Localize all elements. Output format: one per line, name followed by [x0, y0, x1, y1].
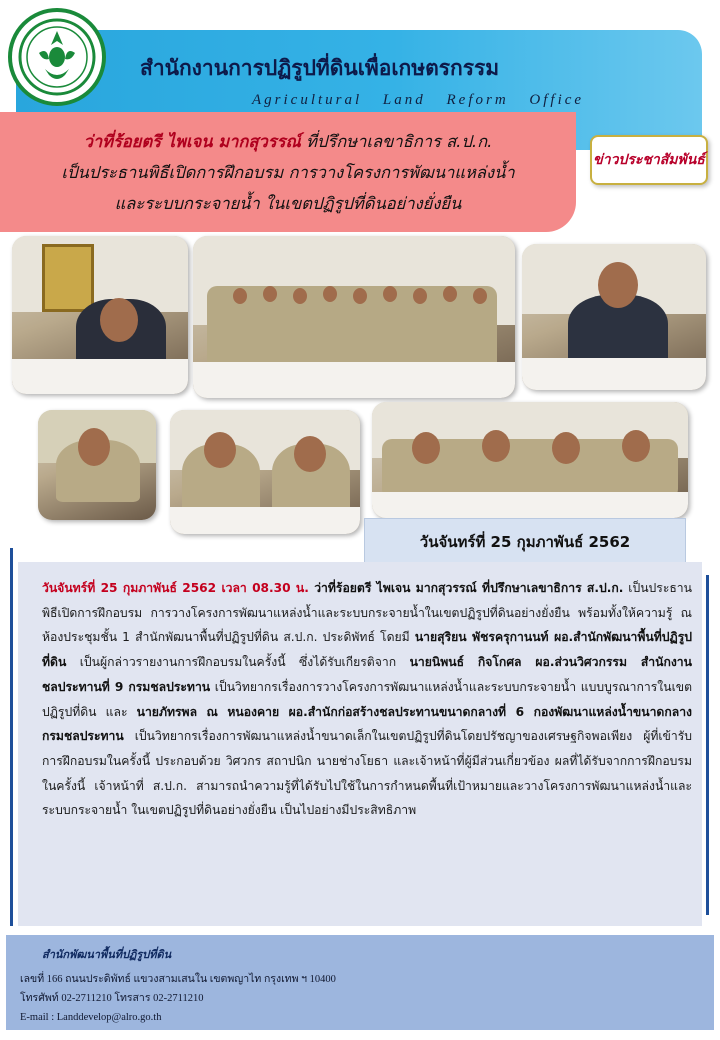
press-release-badge: ข่าวประชาสัมพันธ์	[590, 135, 708, 185]
body-text-1: เป็นประธานพิธีเปิดการฝึกอบรม การวางโครงการพัฒนาแหล่งน้ำและระบบกระจายน้ำในเขตปฏิรูปที่ดินอย่างยั่งยืน พร้อมทั้งให้ความรู้ ณ ห้องประชุมชั้น 1 สำนักพัฒนาพื้นที่ปฏิรูปที่ดิน ส.ป.ก. ประดิพัทธ์ โดยมี	[42, 581, 692, 645]
headline-line-1	[84, 126, 493, 157]
org-title-english: Agricultural Land Reform Office	[252, 92, 585, 108]
alro-seal-icon	[8, 8, 106, 106]
body-chairman-name: ว่าที่ร้อยตรี ไพเจน มากสุวรรณ์ ที่ปรึกษาเลขาธิการ ส.ป.ก.	[308, 581, 624, 595]
headline-banner	[0, 112, 576, 232]
body-text-4: เป็นวิทยากรเรื่องการพัฒนาแหล่งน้ำขนาดเล็กในเขตปฏิรูปที่ดินโดยปรัชญาของเศรษฐกิจพอเพียง ผู้ที่เข้ารับการฝึกอบรมในครั้งนี้ ประกอบด้วย วิศวกร สถาปนิก นายช่างโยธา และเจ้าหน้าที่ผู้มีส่วนเกี่ยวข้อง ผลที่ได้รับจากการฝึกอบรมในครั้งนี้ เจ้าหน้าที่ ส.ป.ก. สามารถนำความรู้ที่ได้รับไปใช้ในการกำหนดพื้นที่เป้าหมายและวางโครงการพัฒนาแหล่งน้ำและระบบกระจายน้ำ ในเขตปฏิรูปที่ดินอย่างยั่งยืน เป็นไปอย่างมีประสิทธิภาพ	[42, 729, 692, 818]
footer-contact	[6, 935, 714, 1030]
headline-line-3: และระบบกระจายน้ำ ในเขตปฏิรูปที่ดินอย่างยั่งยืน	[114, 193, 462, 213]
body-speaker-2: นายภัทรพล ณ หนองคาย ผอ.สำนักก่อสร้างชลประทานขนาดกลางที่ 6 กองพัฒนาแหล่งน้ำขนาดกลาง กรมชลประทาน	[42, 704, 692, 744]
right-accent-line	[706, 575, 709, 915]
date-label: วันจันทร์ที่ 25 กุมภาพันธ์ 2562	[364, 518, 686, 566]
body-speaker-1: นายนิพนธ์ กิจโกศล ผอ.ส่วนวิศวกรรม สำนักงานชลประทานที่ 9 กรมชลประทาน	[42, 655, 692, 694]
news-body	[18, 562, 702, 926]
headline-title: ที่ปรึกษาเลขาธิการ ส.ป.ก.	[300, 131, 493, 151]
photo-chairman-speaking	[12, 236, 188, 394]
photo-official-seated	[522, 244, 706, 390]
photo-meeting-table	[372, 402, 688, 518]
body-text-2: เป็นผู้กล่าวรายงานการฝึกอบรมในครั้งนี้ ซึ่งได้รับเกียรติจาก	[66, 655, 410, 670]
headline-line-2: เป็นประธานพิธีเปิดการฝึกอบรม การวางโครงการพัฒนาแหล่งน้ำ	[61, 162, 515, 182]
body-date-time: วันจันทร์ที่ 25 กุมภาพันธ์ 2562 เวลา 08.30 น.	[42, 581, 309, 595]
photo-participant-speaking	[38, 410, 156, 520]
left-accent-line	[10, 548, 13, 926]
photo-group	[193, 236, 515, 398]
footer-email: E-mail : Landdevelop@alro.go.th	[20, 1012, 162, 1023]
footer-office-name: สำนักพัฒนาพื้นที่ปฏิรูปที่ดิน	[42, 948, 172, 961]
body-text-3: เป็นวิทยากรเรื่องการวางโครงการพัฒนาแหล่งน้ำและระบบกระจายน้ำ แบบบูรณาการในเขตปฏิรูปที่ดิน และ	[42, 679, 692, 719]
footer-phone: โทรศัพท์ 02-2711210 โทรสาร 02-2711210	[20, 993, 204, 1004]
footer-address: เลขที่ 166 ถนนประดิพัทธ์ แขวงสามเสนใน เขตพญาไท กรุงเทพ ฯ 10400	[20, 974, 336, 985]
photo-two-officials	[170, 410, 360, 534]
body-reporter-name: นายสุริยน พัชรครุกานนท์ ผอ.สำนักพัฒนาพื้นที่ปฏิรูปที่ดิน	[42, 630, 692, 670]
org-title-thai: สำนักงานการปฏิรูปที่ดินเพื่อเกษตรกรรม	[140, 56, 500, 80]
headline-name: ว่าที่ร้อยตรี ไพเจน มากสุวรรณ์	[83, 131, 301, 151]
